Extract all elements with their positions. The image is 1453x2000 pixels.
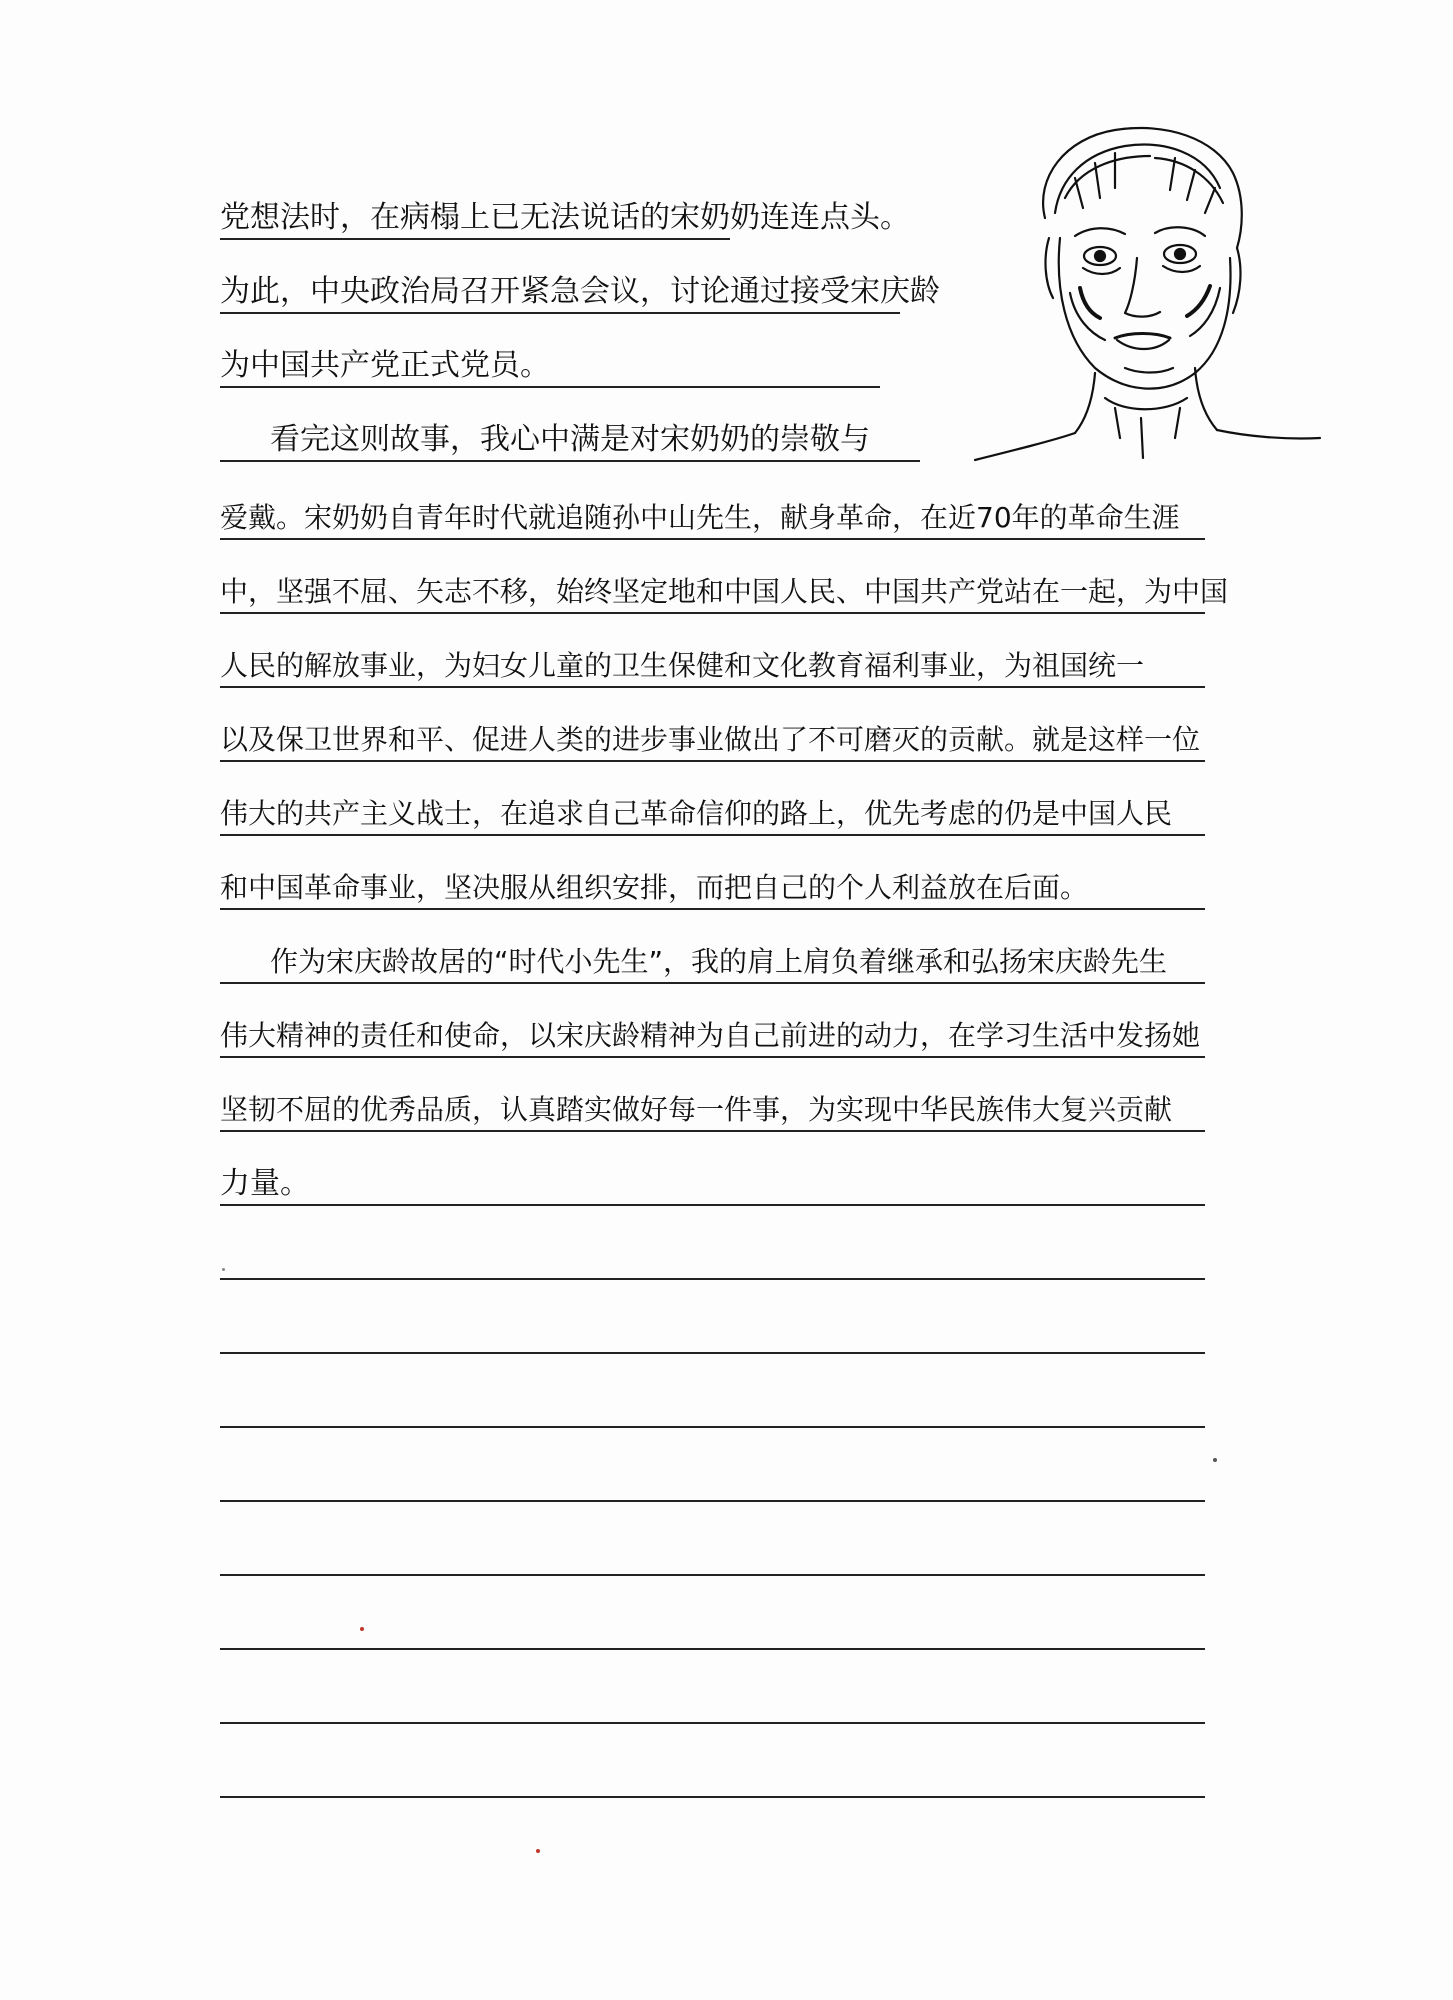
essay-line: 爱戴。宋奶奶自青年时代就追随孙中山先生，献身革命，在近70年的革命生涯 [220,501,1180,534]
paper-speck [1213,1458,1217,1462]
ruled-line [220,312,900,314]
ruled-line [220,1722,1205,1724]
essay-line: 为中国共产党正式党员。 [220,348,550,383]
ruled-line [220,760,1205,762]
ruled-line [220,686,1205,688]
ruled-line [220,1574,1205,1576]
ruled-line [220,834,1205,836]
ruled-line [220,612,1205,614]
essay-line: 坚韧不屈的优秀品质，认真踏实做好每一件事，为实现中华民族伟大复兴贡献 [220,1093,1173,1126]
essay-line: 作为宋庆龄故居的“时代小先生”，我的肩上肩负着继承和弘扬宋庆龄先生 [270,945,1168,978]
essay-line: 伟大的共产主义战士，在追求自己革命信仰的路上，优先考虑的仍是中国人民 [220,797,1173,830]
ruled-line [220,1352,1205,1354]
essay-line: 党想法时，在病榻上已无法说话的宋奶奶连连点头。 [220,200,910,235]
ruled-line [220,1648,1205,1650]
essay-line: 中，坚强不屈、矢志不移，始终坚定地和中国人民、中国共产党站在一起，为中国 [220,575,1229,608]
ruled-line [220,1204,1205,1206]
ruled-line [220,1500,1205,1502]
ruled-line [220,982,1205,984]
ruled-line [220,1056,1205,1058]
essay-line: 看完这则故事，我心中满是对宋奶奶的崇敬与 [270,422,870,457]
portrait-sketch-icon [965,118,1325,463]
ruled-line [220,386,880,388]
ruled-line [220,908,1205,910]
essay-line: 和中国革命事业，坚决服从组织安排，而把自己的个人利益放在后面。 [220,871,1089,904]
paper-speck [536,1849,540,1853]
ruled-line [220,460,920,462]
ruled-line [220,538,1205,540]
essay-line: 力量。 [220,1166,310,1201]
paper-speck [222,1268,225,1271]
paper-speck [360,1627,364,1631]
ruled-line [220,1130,1205,1132]
essay-line: 人民的解放事业，为妇女儿童的卫生保健和文化教育福利事业，为祖国统一 [220,649,1145,682]
ruled-line [220,1796,1205,1798]
essay-line: 为此，中央政治局召开紧急会议，讨论通过接受宋庆龄 [220,274,940,309]
ruled-line [220,1426,1205,1428]
ruled-line [220,238,730,240]
essay-line: 以及保卫世界和平、促进人类的进步事业做出了不可磨灭的贡献。就是这样一位 [220,723,1201,756]
ruled-line [220,1278,1205,1280]
essay-line: 伟大精神的责任和使命，以宋庆龄精神为自己前进的动力，在学习生活中发扬她 [220,1019,1201,1052]
